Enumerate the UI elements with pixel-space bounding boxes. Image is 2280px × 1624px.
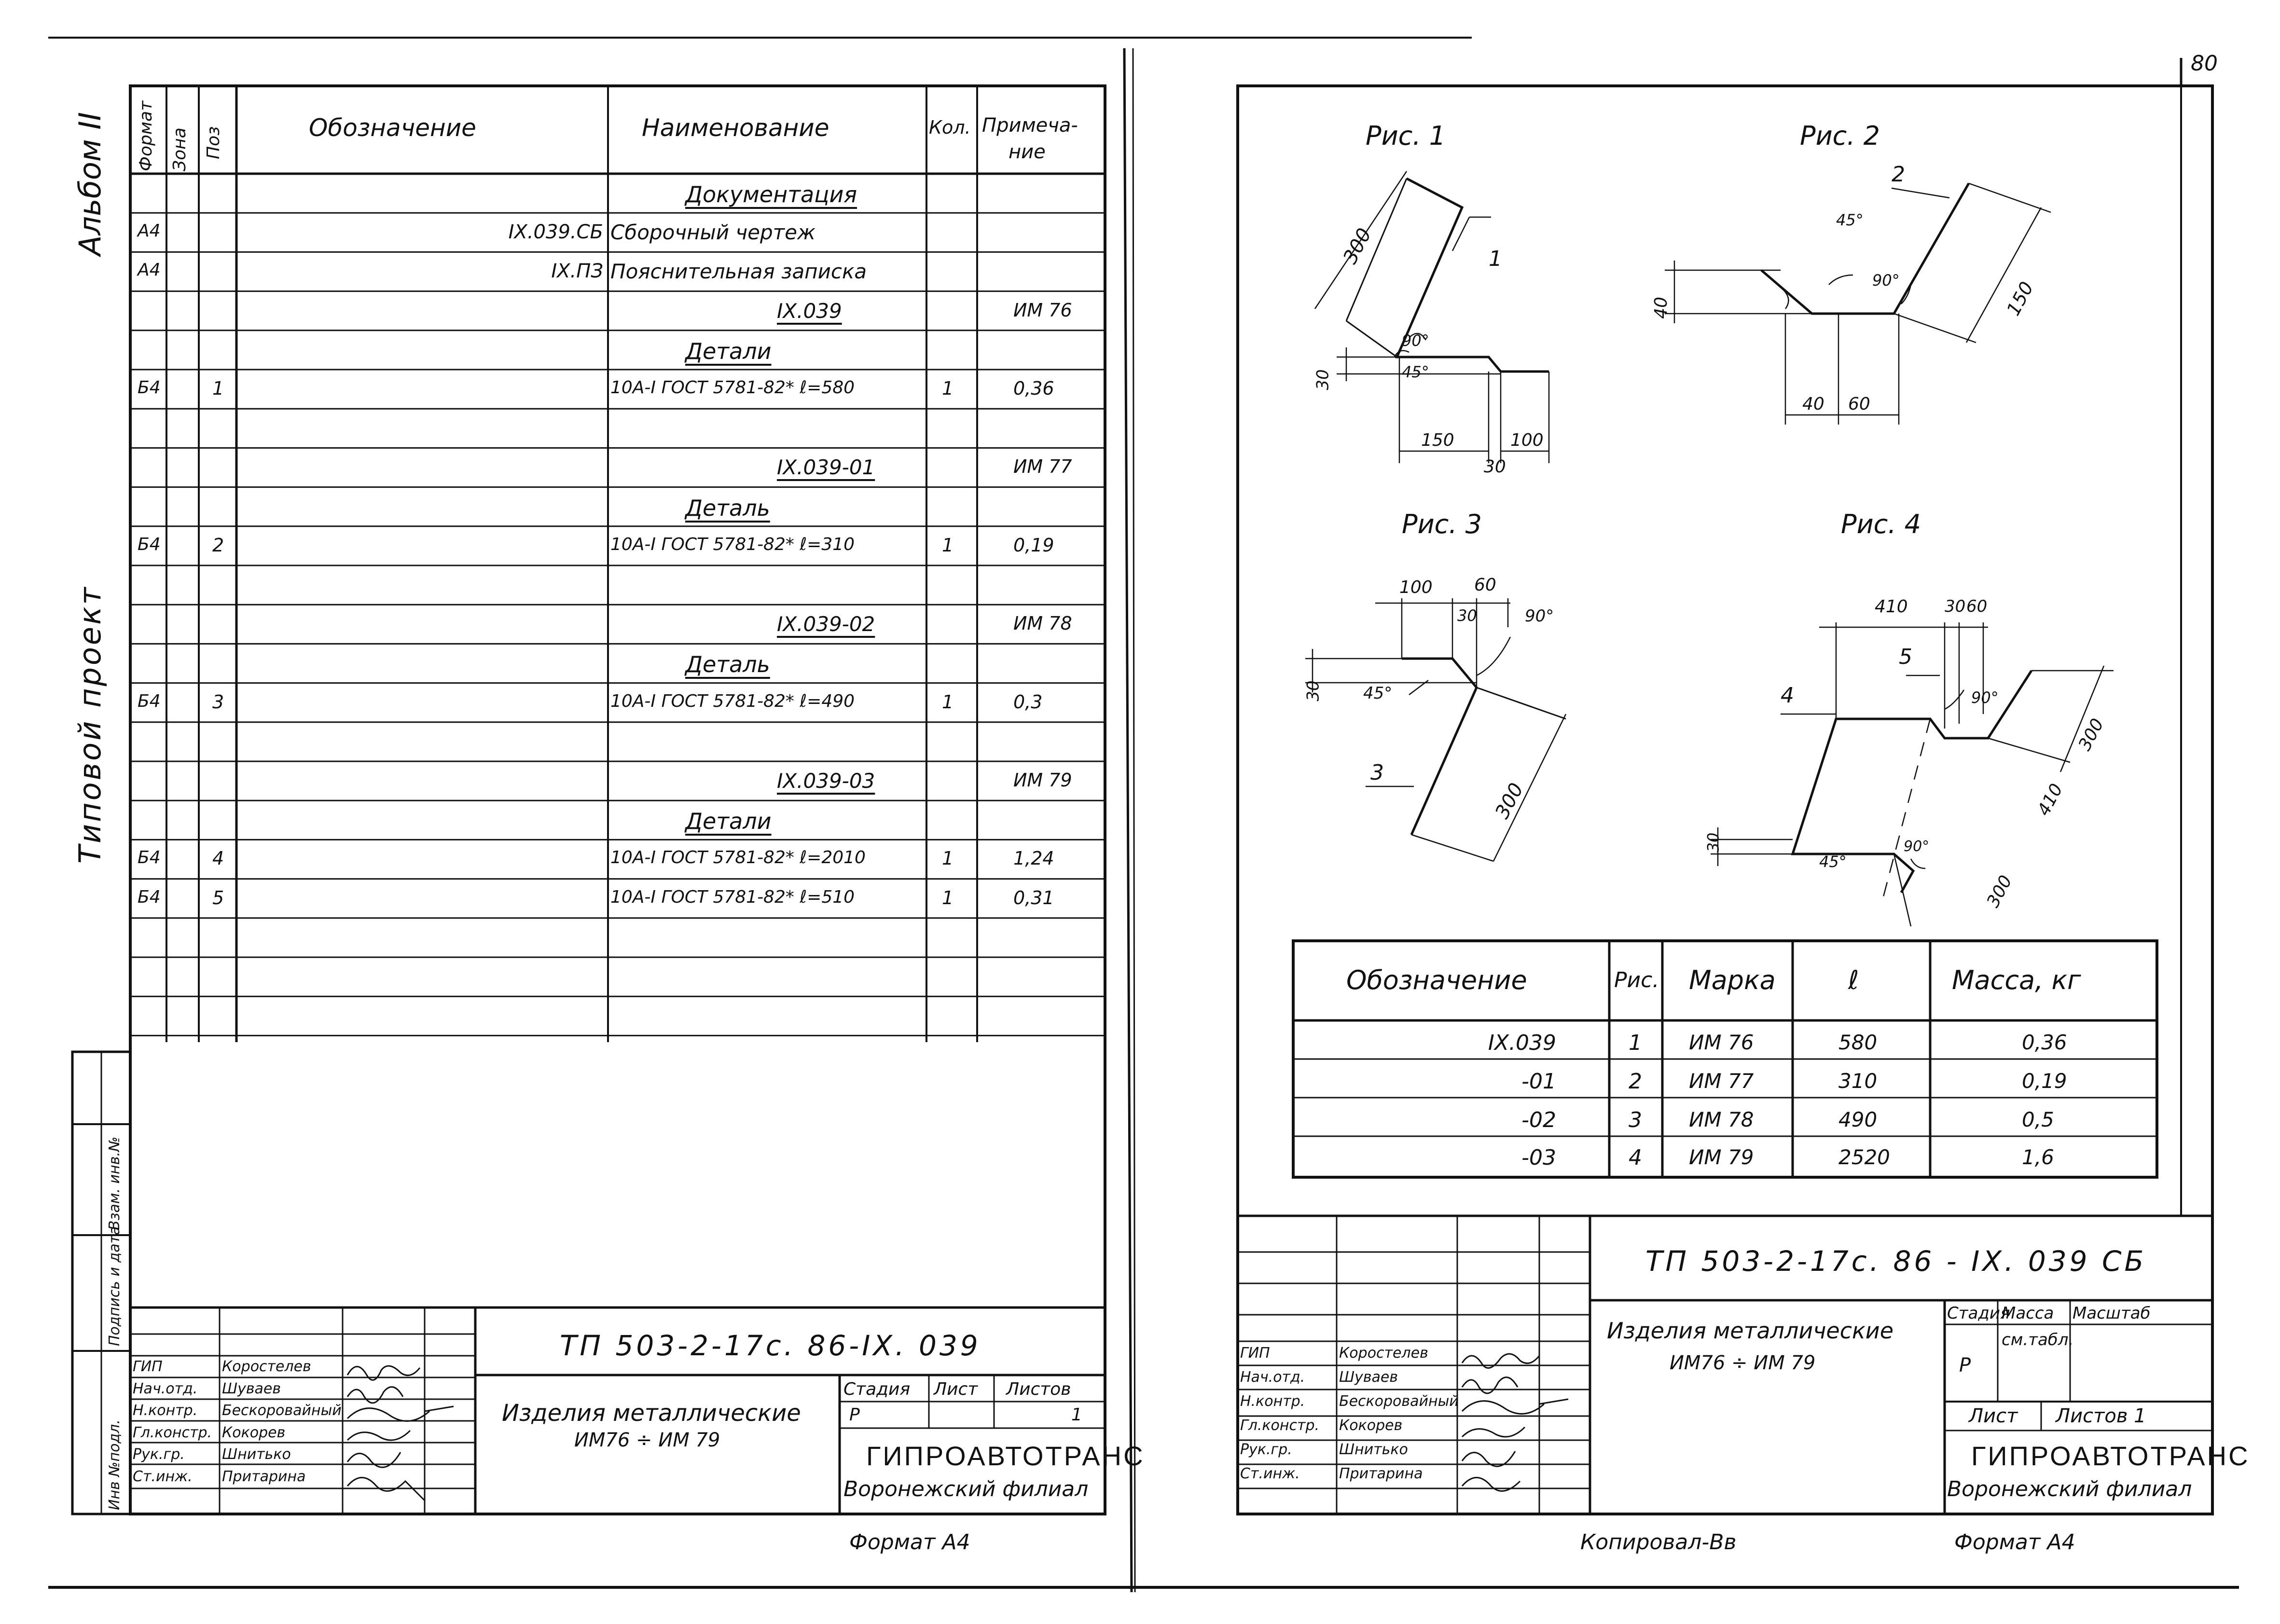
stamp-inv-repl: Взам. инв.№ — [106, 1136, 123, 1230]
fig1-pos: 1 — [1489, 247, 1502, 271]
right-stage-value: Р — [1959, 1354, 1971, 1376]
fig4-pos-5: 5 — [1899, 645, 1912, 669]
left-role: Гл.констр. — [133, 1424, 212, 1441]
left-stage-value: Р — [849, 1405, 860, 1425]
left-person-name: Коростелев — [222, 1358, 311, 1375]
left-sheet-label: Лист — [934, 1379, 978, 1399]
fig2-angle-45: 45° — [1836, 211, 1864, 229]
right-title-line2: ИМ76 ÷ ИМ 79 — [1670, 1352, 1816, 1374]
mass-cell-fig: 4 — [1629, 1145, 1642, 1170]
left-person-name: Бескоровайный — [222, 1402, 342, 1419]
figure-2-drawing — [1761, 183, 1969, 314]
spec-cell-format: А4 — [138, 260, 161, 280]
spec-cell-name: 10А-I ГОСТ 5781-82* ℓ=310 — [610, 534, 855, 554]
left-role: ГИП — [133, 1358, 163, 1375]
fig2-dim-40v: 40 — [1651, 297, 1671, 319]
spec-header-designation: Обозначение — [309, 114, 476, 142]
mass-cell-mass: 0,36 — [2022, 1031, 2067, 1054]
mass-cell-designation: -03 — [1521, 1145, 1556, 1170]
fig3-dim-30left: 30 — [1303, 680, 1323, 702]
right-mass-label: Масса — [2002, 1304, 2054, 1323]
spec-cell-designation: IX.ПЗ — [551, 260, 603, 283]
spec-cell-name: IX.039-02 — [777, 612, 875, 636]
right-org-branch: Воронежский филиал — [1947, 1477, 2192, 1501]
spec-cell-pos: 1 — [212, 378, 224, 399]
mass-cell-mark: ИМ 78 — [1689, 1108, 1754, 1131]
fig4-dim-30left: 30 — [1704, 832, 1723, 853]
left-person-name: Шнитько — [222, 1446, 291, 1463]
left-role: Рук.гр. — [133, 1446, 185, 1463]
fig4-angle-90a: 90° — [1971, 688, 1999, 707]
stamp-inv-orig: Инв №подл. — [106, 1419, 123, 1510]
spec-cell-note: 0,19 — [1013, 534, 1054, 556]
right-title-line1: Изделия металлические — [1607, 1318, 1894, 1344]
right-person-name: Притарина — [1339, 1465, 1423, 1482]
spec-cell-name: 10А-I ГОСТ 5781-82* ℓ=580 — [610, 378, 855, 398]
spec-cell-format: Б4 — [138, 848, 161, 868]
spec-cell-qty: 1 — [942, 848, 954, 869]
fig4-dim-60top: 60 — [1966, 597, 1988, 616]
right-sheets-label: Листов 1 — [2056, 1405, 2146, 1427]
fig1-angle-90: 90° — [1402, 331, 1429, 350]
spec-cell-name: Детали — [685, 808, 772, 835]
right-person-name: Шуваев — [1339, 1369, 1398, 1386]
left-person-name: Кокорев — [222, 1424, 286, 1441]
spec-cell-name: Пояснительная записка — [610, 260, 867, 284]
fig1-dim-30b: 30 — [1484, 457, 1506, 477]
spec-cell-qty: 1 — [942, 534, 954, 556]
right-format-note: Формат А4 — [1954, 1530, 2075, 1555]
spec-header-qty: Кол. — [929, 117, 971, 138]
mass-header-fig: Рис. — [1614, 968, 1659, 992]
spec-cell-designation: IX.039.СБ — [508, 221, 603, 244]
left-role: Ст.инж. — [133, 1468, 193, 1485]
spec-cell-note: 0,3 — [1013, 691, 1043, 713]
left-format-note: Формат А4 — [849, 1530, 970, 1555]
mass-cell-designation: -02 — [1521, 1108, 1556, 1132]
left-org-branch: Воронежский филиал — [843, 1477, 1089, 1501]
left-stage-label: Стадия — [843, 1379, 911, 1399]
spec-cell-format: Б4 — [138, 534, 161, 554]
right-person-name: Бескоровайный — [1339, 1393, 1459, 1410]
left-person-name: Шуваев — [222, 1380, 281, 1397]
spec-header-zone: Зона — [170, 127, 190, 171]
right-role: Гл.констр. — [1240, 1417, 1320, 1434]
spec-cell-qty: 1 — [942, 691, 954, 713]
spec-cell-qty: 1 — [942, 378, 954, 399]
fig1-dim-100: 100 — [1510, 430, 1544, 450]
fig4-dim-300bottom: 300 — [1983, 872, 2017, 911]
spec-cell-format: А4 — [138, 221, 161, 241]
fig3-dim-300: 300 — [1491, 779, 1528, 823]
spec-cell-format: Б4 — [138, 691, 161, 711]
spec-header-name: Наименование — [642, 114, 829, 142]
right-role: ГИП — [1240, 1345, 1270, 1362]
mass-cell-mark: ИМ 76 — [1689, 1031, 1754, 1054]
mass-cell-l: 310 — [1838, 1069, 1878, 1093]
spec-cell-name: 10А-I ГОСТ 5781-82* ℓ=490 — [610, 691, 855, 711]
spec-cell-name: Деталь — [685, 495, 770, 521]
fig4-angle-90b: 90° — [1904, 838, 1930, 855]
fig2-pos: 2 — [1892, 162, 1905, 187]
fig3-label: Рис. 3 — [1402, 509, 1482, 539]
fig1-dim-300: 300 — [1339, 224, 1376, 268]
mass-cell-mark: ИМ 79 — [1689, 1145, 1754, 1169]
spec-cell-note: 1,24 — [1013, 848, 1054, 869]
right-person-name: Кокорев — [1339, 1417, 1403, 1434]
spec-cell-pos: 2 — [212, 534, 224, 556]
mass-cell-designation: IX.039 — [1488, 1031, 1556, 1055]
left-title-line2: ИМ76 ÷ ИМ 79 — [574, 1429, 720, 1451]
right-mass-value: см.табл. — [2002, 1330, 2074, 1349]
right-sheet-label: Лист — [1969, 1405, 2018, 1427]
mass-cell-fig: 3 — [1629, 1108, 1642, 1132]
right-scale-label: Масштаб — [2073, 1304, 2151, 1323]
right-doc-code: ТП 503-2-17с. 86 - IX. 039 СБ — [1645, 1245, 2147, 1278]
fig4-dim-410top: 410 — [1875, 597, 1908, 617]
fig1-label: Рис. 1 — [1366, 121, 1446, 151]
fig2-dim-40h: 40 — [1802, 394, 1824, 414]
fig1-dim-150: 150 — [1421, 430, 1454, 450]
right-stage-label: Стадия — [1947, 1304, 2010, 1323]
left-sheets-value: 1 — [1071, 1405, 1082, 1425]
mass-header-l: ℓ — [1848, 965, 1859, 995]
spec-cell-note: ИМ 76 — [1013, 299, 1072, 321]
mass-header-mass: Масса, кг — [1952, 965, 2081, 995]
spec-cell-name: IX.039 — [777, 299, 842, 323]
figure-1-drawing — [1346, 179, 1549, 372]
spec-cell-note: ИМ 78 — [1013, 613, 1072, 634]
spec-cell-note: ИМ 79 — [1013, 770, 1072, 791]
mass-header-designation: Обозначение — [1346, 965, 1527, 995]
mass-cell-l: 490 — [1838, 1108, 1878, 1131]
figure-3-drawing — [1402, 659, 1566, 835]
fig2-label: Рис. 2 — [1800, 121, 1880, 151]
fig3-dim-30top: 30 — [1457, 606, 1477, 625]
fig4-angle-45: 45° — [1819, 853, 1847, 871]
fig3-angle-45: 45° — [1363, 684, 1393, 703]
fig4-dim-300right: 300 — [2074, 715, 2108, 754]
right-person-name: Шнитько — [1339, 1441, 1408, 1458]
left-title-line1: Изделия металлические — [502, 1400, 801, 1427]
fig2-dim-60: 60 — [1848, 394, 1870, 414]
spec-cell-pos: 4 — [212, 848, 224, 869]
spec-cell-name: 10А-I ГОСТ 5781-82* ℓ=2010 — [610, 848, 866, 868]
left-role: Н.контр. — [133, 1402, 198, 1419]
spec-cell-name: Деталь — [685, 651, 770, 678]
left-sheets-label: Листов — [1006, 1379, 1071, 1399]
fig3-dim-100: 100 — [1399, 578, 1433, 597]
spec-header-note-1: Примеча- — [982, 114, 1078, 137]
right-role: Н.контр. — [1240, 1393, 1305, 1410]
right-role: Нач.отд. — [1240, 1369, 1305, 1386]
spec-header-note-2: ние — [1009, 141, 1046, 163]
spec-cell-name: IX.039-01 — [777, 455, 875, 480]
right-role: Ст.инж. — [1240, 1465, 1300, 1482]
fig1-angle-45: 45° — [1402, 363, 1429, 381]
fig2-angle-90: 90° — [1872, 271, 1900, 289]
mass-cell-fig: 2 — [1629, 1069, 1642, 1094]
fig4-dim-30top: 30 — [1945, 597, 1966, 616]
spec-cell-name: IX.039-03 — [777, 769, 875, 793]
spec-header-format: Формат — [136, 100, 156, 171]
mass-cell-l: 580 — [1838, 1031, 1878, 1054]
spec-cell-note: ИМ 77 — [1013, 456, 1072, 478]
mass-header-mark: Марка — [1689, 965, 1776, 995]
left-person-name: Притарина — [222, 1468, 306, 1485]
fig3-dim-60: 60 — [1474, 575, 1496, 595]
spec-cell-pos: 5 — [212, 887, 224, 908]
spec-header-pos: Поз — [204, 126, 223, 159]
mass-cell-fig: 1 — [1629, 1031, 1642, 1055]
spec-cell-name: Детали — [685, 338, 772, 364]
spec-cell-name: Сборочный чертеж — [610, 220, 815, 245]
right-person-name: Коростелев — [1339, 1345, 1428, 1362]
fig3-pos: 3 — [1370, 760, 1384, 785]
fig4-dim-410right: 410 — [2033, 780, 2067, 819]
spec-cell-format: Б4 — [138, 378, 161, 398]
mass-cell-mass: 0,19 — [2022, 1069, 2067, 1093]
spec-cell-note: 0,31 — [1013, 887, 1054, 908]
spec-cell-name: 10А-I ГОСТ 5781-82* ℓ=510 — [610, 887, 855, 907]
album-caption: Альбом II — [72, 112, 108, 256]
fig3-angle-90: 90° — [1525, 606, 1554, 626]
spec-cell-format: Б4 — [138, 887, 161, 907]
left-org-name: ГИПРОАВТОТРАНС — [866, 1441, 1145, 1471]
left-role: Нач.отд. — [133, 1380, 198, 1397]
right-role: Рук.гр. — [1240, 1441, 1292, 1458]
fig1-dim-30: 30 — [1313, 369, 1333, 390]
stamp-sign-date: Подпись и дата — [106, 1226, 123, 1346]
spec-cell-name: Документация — [685, 181, 857, 207]
mass-cell-mark: ИМ 77 — [1689, 1069, 1754, 1093]
spec-cell-qty: 1 — [942, 887, 954, 908]
mass-cell-designation: -01 — [1521, 1069, 1556, 1094]
mass-cell-mass: 1,6 — [2022, 1145, 2054, 1169]
mass-cell-mass: 0,5 — [2022, 1108, 2054, 1131]
right-org-name: ГИПРОАВТОТРАНС — [1971, 1441, 2250, 1471]
spec-cell-note: 0,36 — [1013, 378, 1054, 399]
spec-cell-pos: 3 — [212, 691, 224, 713]
copied-by: Копировал-Вв — [1580, 1530, 1737, 1555]
page-number: 80 — [2191, 51, 2218, 76]
fig4-pos-4: 4 — [1781, 683, 1794, 708]
fig4-label: Рис. 4 — [1841, 509, 1921, 539]
left-doc-code: ТП 503-2-17с. 86-IX. 039 — [560, 1329, 981, 1362]
mass-cell-l: 2520 — [1838, 1145, 1890, 1169]
fig2-dim-150: 150 — [2002, 278, 2038, 319]
project-caption: Типовой проект — [72, 585, 108, 864]
